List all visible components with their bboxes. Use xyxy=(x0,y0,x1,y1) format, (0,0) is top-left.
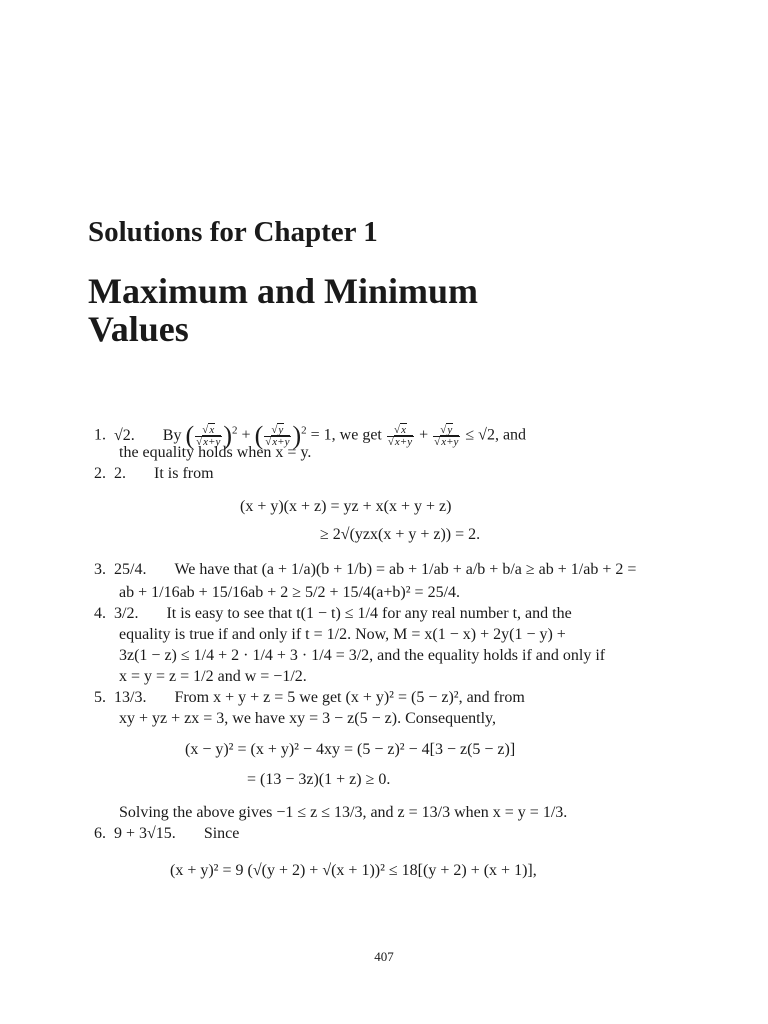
item-3-number: 3. xyxy=(94,561,106,578)
equation-3a: (a + 1/a)(b + 1/b) = ab + 1/ab + a/b + b/a ≥ ab + 1/ab + 2 = xyxy=(261,561,637,578)
item-1-line-2: the equality holds when x = y. xyxy=(119,444,312,461)
item-4-line-2: equality is true if and only if t = 1/2. Now, M = x(1 − x) + 2y(1 − y) + xyxy=(119,626,566,643)
title-line-1: Maximum and Minimum xyxy=(88,271,479,311)
item-4-number: 4. xyxy=(94,605,106,622)
item-1-line-1: 1. √2. By ( $\frac{√x}{√x+y}$ )$^2$ + ( $\frac{√y}{√x+y}$ )$^2$ = 1, we get $\frac{√x}{√x+y}$ + $\frac{√y}{√x+y}$ ≤ √2, and xyxy=(94,421,527,450)
chapter-heading: Solutions for Chapter 1 xyxy=(88,216,378,248)
item-1-text: By xyxy=(162,426,182,444)
equation-5b: = (13 − 3z)(1 + z) ≥ 0. xyxy=(247,771,391,788)
page-number: 407 xyxy=(374,949,394,964)
item-2-answer: 2. xyxy=(114,465,126,482)
chapter-title xyxy=(88,272,688,348)
item-5-answer: 13/3. xyxy=(114,689,147,706)
item-6-text: Since xyxy=(203,825,240,842)
item-1-text-2: = 1, we get xyxy=(310,426,382,444)
item-5-text-1: From x + y + z = 5 we get (x + y)² = (5 − z)², and from xyxy=(174,689,525,706)
item-4-line-4: x = y = z = 1/2 and w = −1/2. xyxy=(119,668,307,685)
item-2-text: It is from xyxy=(154,465,214,482)
equation-3b: ab + 1/16ab + 15/16ab + 2 ≥ 5/2 + 15/4(a+b)² = 25/4. xyxy=(119,584,461,601)
item-2-number: 2. xyxy=(94,465,106,482)
title-line-2: Values xyxy=(88,309,189,349)
item-4-line-1 xyxy=(94,605,572,623)
item-6-number: 6. xyxy=(94,825,106,842)
item-5-line-2: xy + yz + zx = 3, we have xy = 3 − z(5 − z). Consequently, xyxy=(119,710,497,727)
item-1-text-3: ≤ √2, and xyxy=(465,426,527,444)
item-3-line-1 xyxy=(94,561,636,579)
item-5-number: 5. xyxy=(94,689,106,706)
equation-2a: (x + y)(x + z) = yz + x(x + y + z) xyxy=(240,498,452,515)
equation-6: (x + y)² = 9 (√(y + 2) + √(x + 1))² ≤ 18[(y + 2) + (x + 1)], xyxy=(170,862,537,879)
item-1-answer: √2. xyxy=(114,426,135,444)
item-2-line-1 xyxy=(94,465,214,483)
item-5-line-3: Solving the above gives −1 ≤ z ≤ 13/3, and z = 13/3 when x = y = 1/3. xyxy=(119,804,568,821)
item-3-answer: 25/4. xyxy=(114,561,147,578)
item-5-line-1 xyxy=(94,689,525,707)
item-1-number: 1. xyxy=(94,426,106,444)
equation-2b: ≥ 2√(yzx(x + y + z)) = 2. xyxy=(320,526,481,543)
item-3-text: We have that xyxy=(174,561,258,578)
item-6-answer: 9 + 3√15. xyxy=(114,825,176,842)
item-4-line-3: 3z(1 − z) ≤ 1/4 + 2 · 1/4 + 3 · 1/4 = 3/2, and the equality holds if and only if xyxy=(119,647,606,664)
equation-5a: (x − y)² = (x + y)² − 4xy = (5 − z)² − 4[3 − z(5 − z)] xyxy=(185,741,516,758)
item-4-answer: 3/2. xyxy=(114,605,139,622)
item-6-line-1 xyxy=(94,825,239,843)
item-4-text-1: It is easy to see that t(1 − t) ≤ 1/4 for any real number t, and the xyxy=(166,605,572,622)
